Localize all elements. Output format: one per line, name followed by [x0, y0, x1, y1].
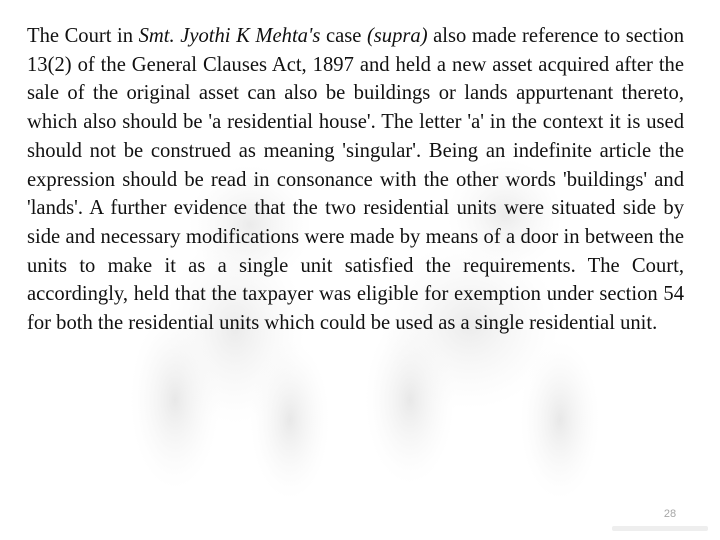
text-segment-2: case [320, 25, 367, 47]
slide-body-paragraph [27, 22, 684, 338]
slide-page-number: 28 [663, 508, 677, 520]
site-watermark-strip [612, 526, 708, 531]
supra-italic: (supra) [366, 25, 428, 47]
text-segment-3: also made reference to section 13(2) of the General Clauses Act, 1897 and held a new asset acquired after the sale of the original asset can also be buildings or lands appurtenant thereto, which also should be 'a residential house'. The letter 'a' in the context it is used should not be construed as meaning 'singular'. Being an indefinite article the expression should be read in consonance with the other words 'buildings' and 'lands'. A further evidence that the two residential units were situated side by side and necessary modifications were made by means of a door in between the units to make it as a single unit satisfied the requirements. The Court, accordingly, held that the taxpayer was eligible for exemption under section 54 for both the residential units which could be used as a single residential unit. [27, 25, 685, 335]
case-name-italic: Smt. Jyothi K Mehta's [138, 25, 321, 47]
text-segment-1: The Court in [27, 25, 139, 47]
